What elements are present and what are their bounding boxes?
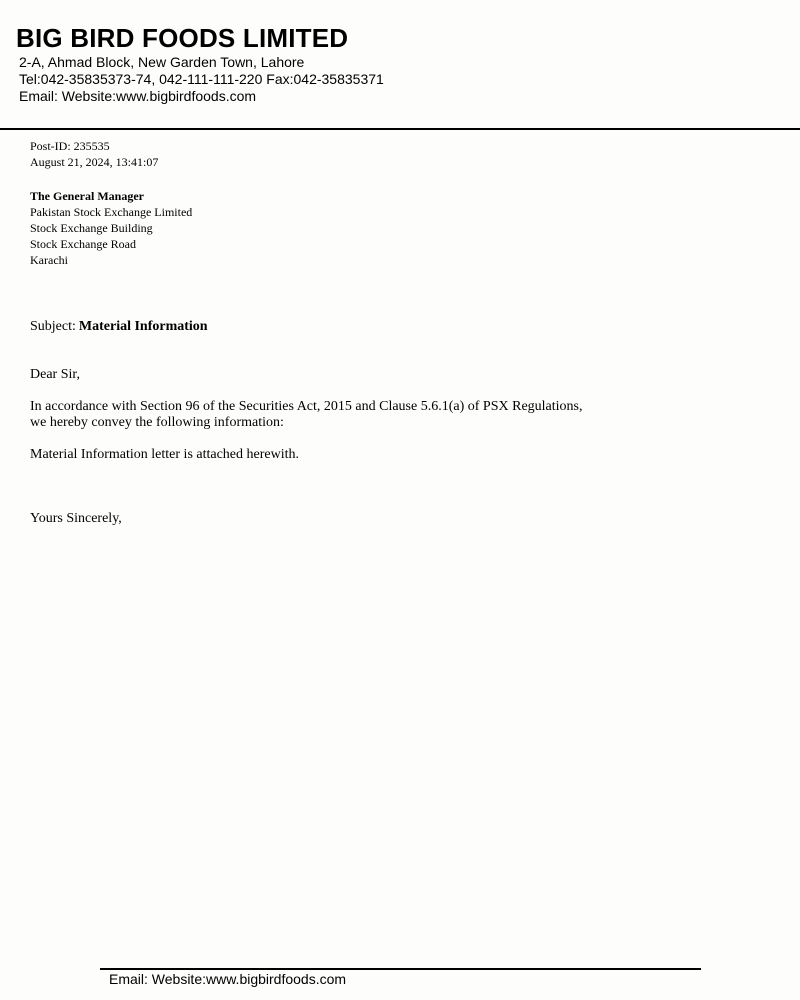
recipient-building: Stock Exchange Building <box>30 221 153 235</box>
body-paragraph-line-2: we hereby convey the following information: <box>30 415 284 430</box>
recipient-name: The General Manager <box>30 189 144 203</box>
recipient-organization: Pakistan Stock Exchange Limited <box>30 205 193 219</box>
body-paragraph-line-1: In accordance with Section 96 of the Securities Act, 2015 and Clause 5.6.1(a) of PSX Regulations, <box>30 399 583 414</box>
post-date: August 21, 2024, 13:41:07 <box>30 155 159 169</box>
company-email-website: Email: Website:www.bigbirdfoods.com <box>19 88 257 104</box>
subject-value: Material Information <box>78 319 208 334</box>
footer-email-website: Email: Website:www.bigbirdfoods.com <box>109 971 347 987</box>
closing: Yours Sincerely, <box>30 511 122 526</box>
company-phone-fax: Tel:042-35835373-74, 042-111-111-220 Fax:042-35835371 <box>19 71 384 87</box>
recipient-road: Stock Exchange Road <box>30 237 136 251</box>
footer-divider <box>100 968 701 970</box>
post-id: Post-ID: 235535 <box>30 139 110 153</box>
letterhead <box>0 0 800 130</box>
salutation: Dear Sir, <box>30 367 80 382</box>
attachment-note: Material Information letter is attached herewith. <box>30 447 300 462</box>
company-name: BIG BIRD FOODS LIMITED <box>16 23 349 53</box>
subject-line <box>30 319 208 335</box>
company-address: 2-A, Ahmad Block, New Garden Town, Lahore <box>19 54 305 70</box>
subject-label: Subject: <box>30 319 76 334</box>
recipient-city: Karachi <box>30 253 68 267</box>
